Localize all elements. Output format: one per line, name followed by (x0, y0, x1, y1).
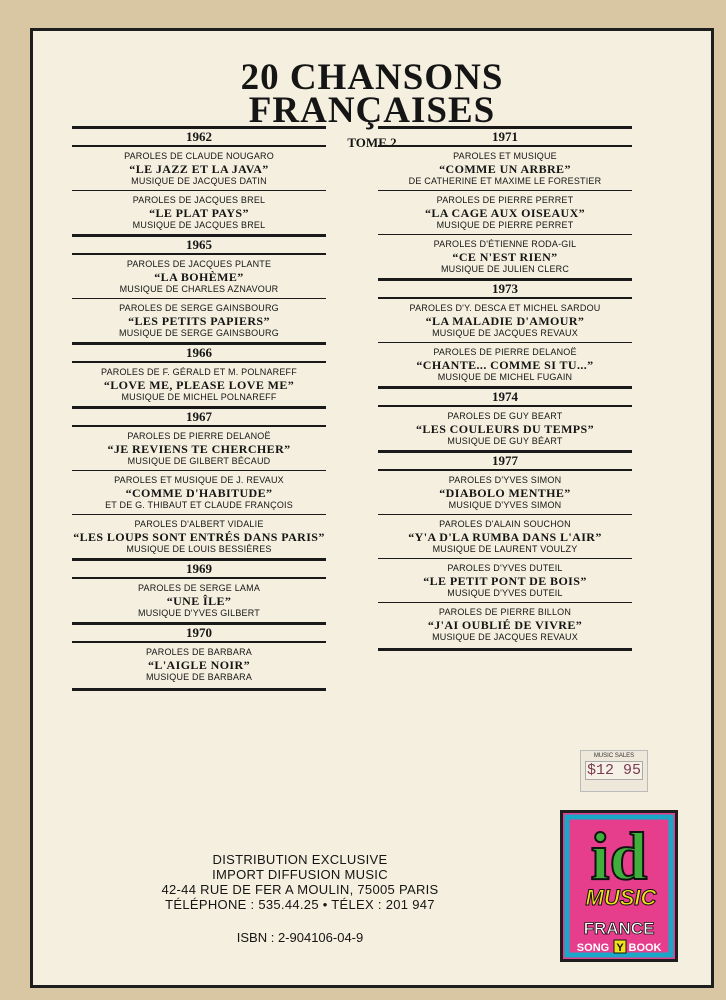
song-lyrics-credit: PAROLES DE PIERRE DELANOË (433, 347, 577, 357)
song-list-right (378, 126, 632, 651)
song-music-credit: MUSIQUE DE JACQUES BREL (132, 220, 266, 230)
song-title: “JE REVIENS TE CHERCHER” (107, 442, 291, 456)
logo-graphic (563, 813, 675, 959)
song-lyrics-credit: PAROLES D'Y. DESCA ET MICHEL SARDOU (409, 303, 601, 313)
logo-id-mark: id (590, 818, 648, 894)
title-line-2: FRANÇAISES (248, 90, 496, 131)
song-music-credit: MUSIQUE D'YVES GILBERT (138, 608, 260, 618)
song-entry (72, 471, 326, 515)
song-entry (378, 235, 632, 278)
song-music-credit: MUSIQUE DE JACQUES DATIN (131, 176, 267, 186)
song-entry (72, 515, 326, 558)
song-title: “J'AI OUBLIÉ DE VIVRE” (427, 618, 583, 632)
song-lyrics-credit: PAROLES D'ALBERT VIDALIE (134, 519, 264, 529)
song-title: “DIABOLO MENTHE” (439, 486, 571, 500)
song-lyrics-credit: PAROLES DE CLAUDE NOUGARO (124, 151, 274, 161)
song-lyrics-credit: PAROLES DE PIERRE PERRET (436, 195, 574, 205)
song-entry (72, 191, 326, 234)
song-music-credit: MUSIQUE DE BARBARA (145, 672, 253, 682)
song-music-credit: MUSIQUE DE GILBERT BÉCAUD (127, 456, 271, 466)
song-title: “LE PLAT PAYS” (149, 206, 249, 220)
song-music-credit: MUSIQUE D'YVES DUTEIL (447, 588, 563, 598)
song-entry (72, 147, 326, 191)
column-bottom-rule (72, 688, 326, 691)
song-title: “LE JAZZ ET LA JAVA” (129, 162, 269, 176)
song-entry (72, 427, 326, 471)
logo-y-letter: Y (616, 942, 624, 954)
song-music-credit: MUSIQUE DE GUY BÉART (447, 436, 563, 446)
year-heading: 1970 (72, 622, 326, 643)
logo-france-word: FRANCE (583, 919, 655, 938)
song-lyrics-credit: PAROLES ET MUSIQUE DE J. REVAUX (114, 475, 284, 485)
song-entry (72, 255, 326, 299)
id-music-france-logo (560, 810, 678, 962)
song-music-credit: MUSIQUE DE MICHEL FUGAIN (437, 372, 573, 382)
song-entry (72, 579, 326, 622)
song-music-credit: MUSIQUE DE CHARLES AZNAVOUR (119, 284, 279, 294)
tome-label: TOME 2 (347, 135, 397, 150)
song-lyrics-credit: PAROLES DE GUY BEART (447, 411, 563, 421)
song-entry (378, 471, 632, 515)
song-music-credit: MUSIQUE D'YVES SIMON (448, 500, 562, 510)
song-lyrics-credit: PAROLES D'YVES DUTEIL (447, 563, 563, 573)
song-title: “LE PETIT PONT DE BOIS” (423, 574, 587, 588)
price-sticker (580, 750, 648, 792)
song-title: “COMME UN ARBRE” (439, 162, 571, 176)
logo-book-word: BOOK (628, 942, 662, 954)
song-music-credit: ET DE G. THIBAUT ET CLAUDE FRANÇOIS (105, 500, 293, 510)
year-heading: 1974 (378, 386, 632, 407)
song-title: “CE N'EST RIEN” (452, 250, 558, 264)
year-heading: 1965 (72, 234, 326, 255)
song-title: “COMME D'HABITUDE” (125, 486, 273, 500)
song-list-left (72, 126, 326, 691)
title-line-1: 20 CHANSONS (240, 57, 504, 98)
song-lyrics-credit: PAROLES DE BARBARA (146, 647, 252, 657)
song-title: “LA MALADIE D'AMOUR” (425, 314, 585, 328)
song-music-credit: MUSIQUE DE MICHEL POLNAREFF (121, 392, 277, 402)
song-entry (378, 407, 632, 450)
price-sticker-label: MUSIC SALES (593, 753, 635, 759)
song-title: “Y'A D'LA RUMBA DANS L'AIR” (408, 530, 602, 544)
year-heading: 1966 (72, 342, 326, 363)
song-lyrics-credit: PAROLES DE SERGE LAMA (137, 583, 261, 593)
song-lyrics-credit: PAROLES DE PIERRE DELANOË (127, 431, 271, 441)
year-heading: 1962 (72, 129, 326, 147)
distribution-line-2: IMPORT DIFFUSION MUSIC (212, 867, 388, 882)
year-heading: 1971 (378, 129, 632, 147)
logo-music-word: MUSIC (585, 885, 657, 910)
song-lyrics-credit: PAROLES DE F. GÉRALD ET M. POLNAREFF (101, 367, 297, 377)
distribution-phone: TÉLÉPHONE : 535.44.25 • TÉLEX : 201 947 (165, 897, 435, 912)
year-heading: 1977 (378, 450, 632, 471)
song-lyrics-credit: PAROLES DE SERGE GAINSBOURG (119, 303, 279, 313)
song-title: “CHANTE... COMME SI TU...” (416, 358, 594, 372)
distribution-address: 42-44 RUE DE FER A MOULIN, 75005 PARIS (161, 882, 439, 897)
column-bottom-rule (378, 648, 632, 651)
song-title: “LA CAGE AUX OISEAUX” (424, 206, 586, 220)
song-lyrics-credit: PAROLES DE JACQUES BREL (132, 195, 266, 205)
song-entry (378, 559, 632, 603)
song-music-credit: MUSIQUE DE JACQUES REVAUX (432, 632, 578, 642)
song-title: “LES COULEURS DU TEMPS” (415, 422, 594, 436)
song-lyrics-credit: PAROLES ET MUSIQUE (453, 151, 557, 161)
year-heading: 1967 (72, 406, 326, 427)
song-entry (378, 343, 632, 386)
song-music-credit: MUSIQUE DE JULIEN CLERC (440, 264, 570, 274)
song-lyrics-credit: PAROLES DE PIERRE BILLON (438, 607, 572, 617)
song-title: “UNE ÎLE” (166, 594, 232, 608)
song-music-credit: MUSIQUE DE LOUIS BESSIÈRES (126, 544, 272, 554)
song-music-credit: MUSIQUE DE PIERRE PERRET (436, 220, 574, 230)
song-lyrics-credit: PAROLES DE JACQUES PLANTE (126, 259, 272, 269)
song-entry (72, 363, 326, 406)
song-title: “LOVE ME, PLEASE LOVE ME” (103, 378, 295, 392)
song-music-credit: DE CATHERINE ET MAXIME LE FORESTIER (408, 176, 602, 186)
isbn: ISBN : 2-904106-04-9 (236, 930, 364, 945)
year-heading: 1969 (72, 558, 326, 579)
song-entry (378, 147, 632, 191)
page-title (33, 57, 711, 131)
year-heading: 1973 (378, 278, 632, 299)
song-entry (72, 299, 326, 342)
song-entry (378, 515, 632, 559)
song-title: “L'AIGLE NOIR” (148, 658, 250, 672)
song-music-credit: MUSIQUE DE LAURENT VOULZY (432, 544, 578, 554)
distribution-line-1: DISTRIBUTION EXCLUSIVE (212, 852, 388, 867)
song-music-credit: MUSIQUE DE JACQUES REVAUX (432, 328, 578, 338)
song-title: “LES LOUPS SONT ENTRÉS DANS PARIS” (73, 530, 325, 544)
song-title: “LES PETITS PAPIERS” (128, 314, 270, 328)
song-entry (72, 643, 326, 686)
song-music-credit: MUSIQUE DE SERGE GAINSBOURG (119, 328, 279, 338)
song-entry (378, 191, 632, 235)
logo-song-word: SONG (576, 942, 610, 954)
song-entry (378, 603, 632, 646)
price-value: $12 95 (586, 762, 641, 779)
song-title: “LA BOHÈME” (154, 270, 244, 284)
distribution-block (150, 852, 450, 912)
song-lyrics-credit: PAROLES D'ALAIN SOUCHON (439, 519, 571, 529)
song-entry (378, 299, 632, 343)
song-lyrics-credit: PAROLES D'ÉTIENNE RODA-GIL (433, 239, 577, 249)
song-lyrics-credit: PAROLES D'YVES SIMON (448, 475, 562, 485)
